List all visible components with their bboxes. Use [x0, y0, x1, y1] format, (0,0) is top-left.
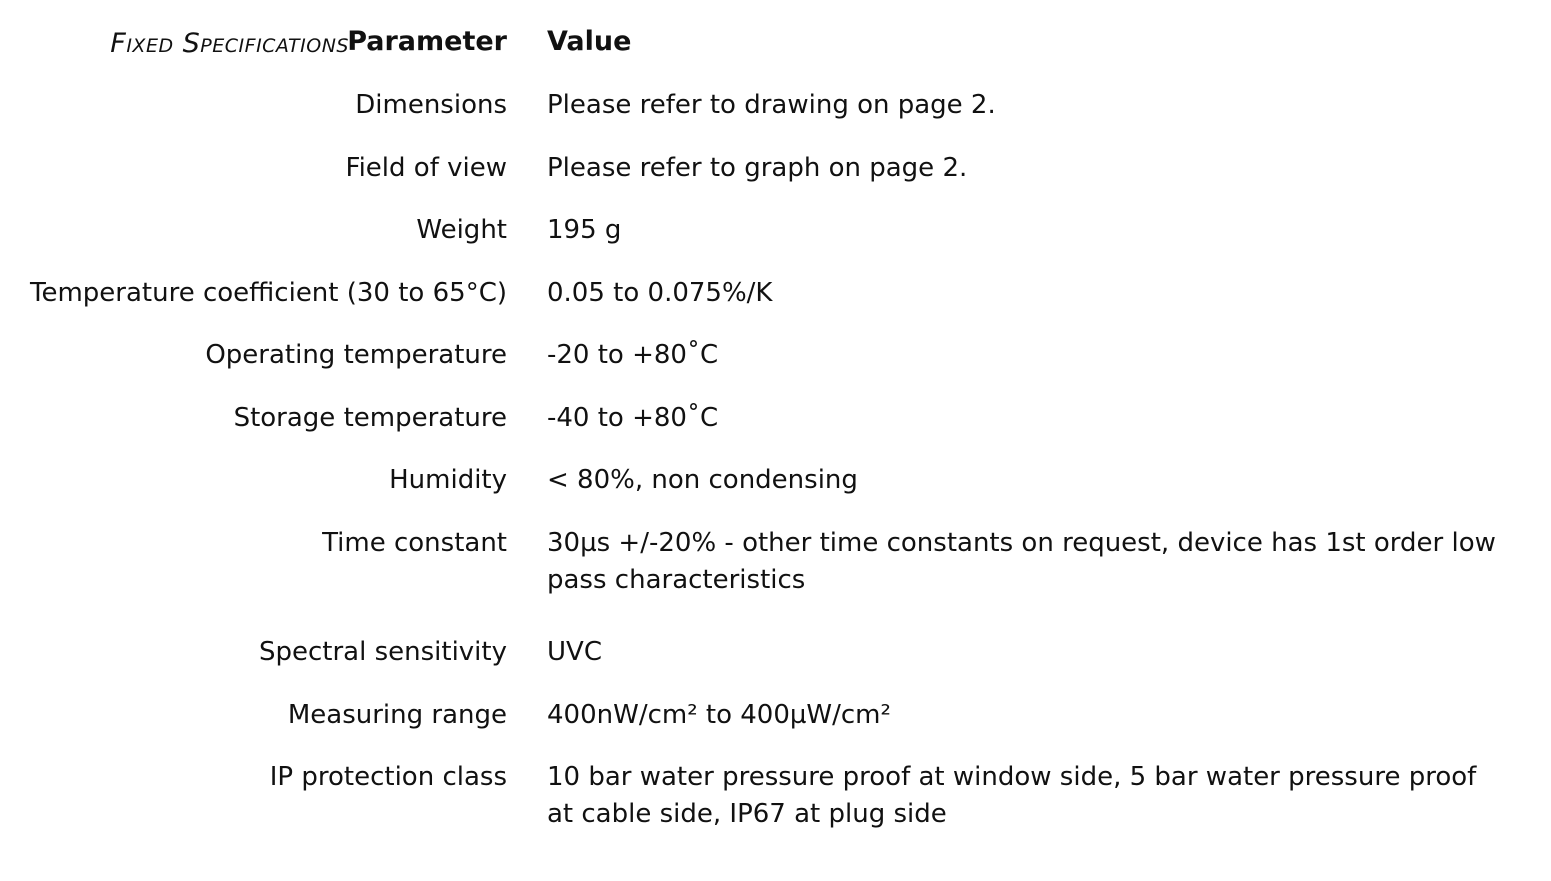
parameter-cell: Measuring range	[287, 700, 507, 730]
value-cell: -40 to +80˚C	[547, 403, 719, 433]
value-cell: UVC	[547, 637, 602, 667]
value-cell: 30µs +/-20% - other time constants on request, device has 1st order low pass characteristics	[547, 528, 1496, 595]
parameter-cell: IP protection class	[269, 762, 507, 792]
parameter-cell: Humidity	[389, 465, 507, 495]
table-header	[0, 22, 1551, 66]
parameter-cell: Field of view	[345, 153, 507, 183]
value-cell: Please refer to graph on page 2.	[547, 153, 968, 183]
value-cell: 400nW/cm² to 400µW/cm²	[547, 700, 891, 730]
value-cell: < 80%, non condensing	[547, 465, 858, 495]
parameter-cell: Time constant	[322, 528, 507, 558]
value-column-header: Value	[547, 26, 632, 57]
parameter-cell: Storage temperature	[233, 403, 507, 433]
parameter-cell: Weight	[416, 215, 507, 245]
value-cell: 195 g	[547, 215, 622, 245]
section-title: Fixed Specifications	[110, 28, 349, 59]
parameter-cell: Spectral sensitivity	[258, 637, 507, 667]
parameter-column-header: Parameter	[347, 26, 507, 57]
value-cell: 0.05 to 0.075%/K	[547, 278, 773, 308]
parameter-cell: Temperature coefficient (30 to 65°C)	[30, 278, 507, 308]
value-cell: 10 bar water pressure proof at window side, 5 bar water pressure proof at cable side, IP67 at plug side	[547, 762, 1477, 829]
value-cell: -20 to +80˚C	[547, 340, 719, 370]
value-cell: Please refer to drawing on page 2.	[547, 90, 996, 120]
parameter-cell: Dimensions	[355, 90, 507, 120]
parameter-cell: Operating temperature	[205, 340, 507, 370]
